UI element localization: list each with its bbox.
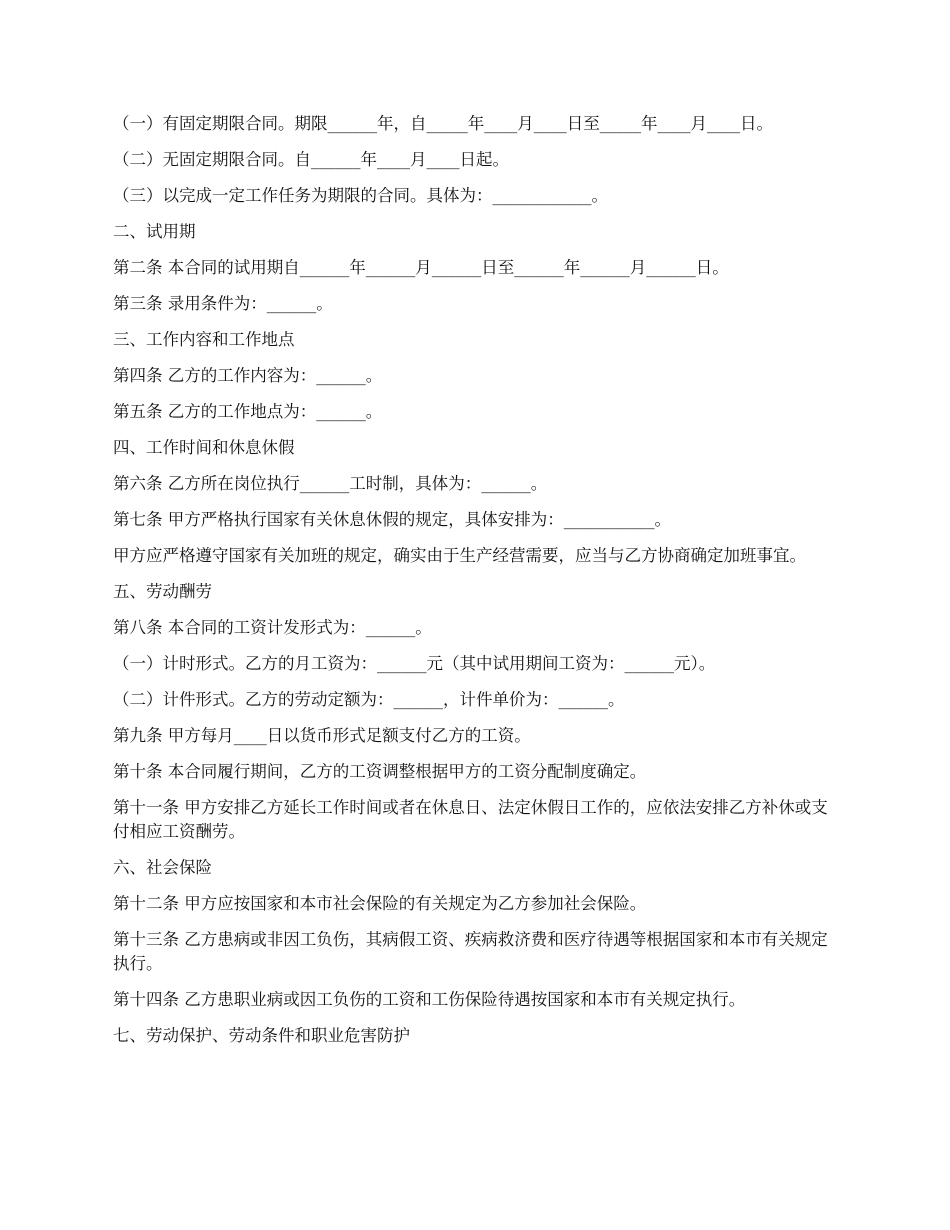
section-heading-social-insurance: 六、社会保险 bbox=[113, 858, 212, 877]
article-9: 第九条 甲方每月____日以货币形式足额支付乙方的工资。 bbox=[113, 726, 531, 745]
section-heading-work-hours: 四、工作时间和休息休假 bbox=[113, 438, 295, 457]
article-5: 第五条 乙方的工作地点为：______。 bbox=[113, 402, 383, 421]
paragraph-open-term: （二）无固定期限合同。自______年____月____日起。 bbox=[113, 150, 509, 169]
article-4: 第四条 乙方的工作内容为：______。 bbox=[113, 366, 383, 385]
section-heading-labor-protection: 七、劳动保护、劳动条件和职业危害防护 bbox=[113, 1026, 410, 1045]
article-8: 第八条 本合同的工资计发形式为：______。 bbox=[113, 618, 432, 637]
paragraph-overtime: 甲方应严格遵守国家有关加班的规定，确实由于生产经营需要，应当与乙方协商确定加班事宜。 bbox=[113, 546, 806, 565]
article-13: 第十三条 乙方患病或非因工负伤，其病假工资、疾病救济费和医疗待遇等根据国家和本市有关规定执行。 bbox=[113, 930, 828, 973]
section-heading-remuneration: 五、劳动酬劳 bbox=[113, 582, 212, 601]
article-3: 第三条 录用条件为：______。 bbox=[113, 294, 333, 313]
document-body bbox=[113, 112, 838, 1060]
paragraph-time-based-pay: （一）计时形式。乙方的月工资为：______元（其中试用期间工资为：______元）。 bbox=[113, 654, 716, 673]
article-11: 第十一条 甲方安排乙方延长工作时间或者在休息日、法定休假日工作的，应依法安排乙方补休或支付相应工资酬劳。 bbox=[113, 798, 828, 841]
article-10: 第十条 本合同履行期间，乙方的工资调整根据甲方的工资分配制度确定。 bbox=[113, 762, 647, 781]
paragraph-piece-rate-pay: （二）计件形式。乙方的劳动定额为：______，计件单价为：______。 bbox=[113, 690, 625, 709]
article-2: 第二条 本合同的试用期自______年______月______日至______年______月______日。 bbox=[113, 258, 729, 277]
paragraph-fixed-term: （一）有固定期限合同。期限______年，自_____年____月____日至_____年____月____日。 bbox=[113, 114, 773, 133]
article-6: 第六条 乙方所在岗位执行______工时制，具体为：______。 bbox=[113, 474, 548, 493]
article-14: 第十四条 乙方患职业病或因工负伤的工资和工伤保险待遇按国家和本市有关规定执行。 bbox=[113, 990, 746, 1009]
section-heading-work-content: 三、工作内容和工作地点 bbox=[113, 330, 295, 349]
article-12: 第十二条 甲方应按国家和本市社会保险的有关规定为乙方参加社会保险。 bbox=[113, 894, 647, 913]
section-heading-probation: 二、试用期 bbox=[113, 222, 196, 241]
article-7: 第七条 甲方严格执行国家有关休息休假的规定，具体安排为：___________。 bbox=[113, 510, 671, 529]
paragraph-task-term: （三）以完成一定工作任务为期限的合同。具体为：____________。 bbox=[113, 186, 608, 205]
